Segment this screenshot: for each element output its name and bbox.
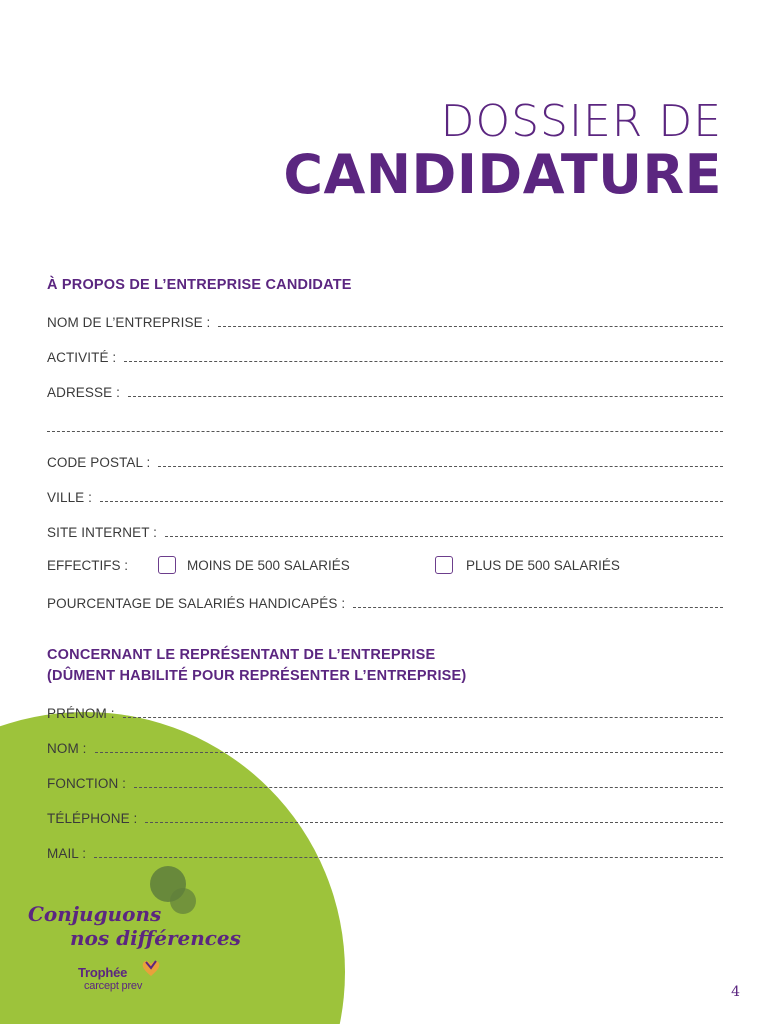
address-label: ADRESSE : <box>47 385 120 400</box>
address-line-2[interactable] <box>47 431 723 432</box>
activity-label: ACTIVITÉ : <box>47 350 117 365</box>
phone-line[interactable] <box>145 822 723 823</box>
staff-field <box>47 556 727 576</box>
page-title <box>283 98 722 204</box>
postal-code-field[interactable] <box>47 450 723 470</box>
first-name-line[interactable] <box>123 717 723 718</box>
activity-line[interactable] <box>124 361 723 362</box>
website-field[interactable] <box>47 520 723 540</box>
slogan-line-2: nos différences <box>70 926 241 950</box>
last-name-label: NOM : <box>47 741 87 756</box>
email-line[interactable] <box>94 857 723 858</box>
slogan <box>28 902 288 950</box>
phone-label: TÉLÉPHONE : <box>47 811 138 826</box>
city-line[interactable] <box>100 501 723 502</box>
last-name-field[interactable] <box>47 736 723 756</box>
company-name-field[interactable] <box>47 310 723 330</box>
last-name-line[interactable] <box>95 752 724 753</box>
first-name-field[interactable] <box>47 701 723 721</box>
staff-over-500-label: PLUS DE 500 SALARIÉS <box>466 558 620 573</box>
company-name-line[interactable] <box>218 326 723 327</box>
page-number: 4 <box>731 984 740 1000</box>
disabled-percentage-field[interactable] <box>47 591 723 611</box>
role-label: FONCTION : <box>47 776 126 791</box>
section-heading-representative-line-1: CONCERNANT LE REPRÉSENTANT DE L’ENTREPRISE <box>47 647 436 663</box>
staff-under-500-checkbox[interactable] <box>158 556 176 574</box>
activity-field[interactable] <box>47 345 723 365</box>
staff-under-500-label: MOINS DE 500 SALARIÉS <box>187 558 350 573</box>
email-field[interactable] <box>47 841 723 861</box>
staff-over-500-checkbox[interactable] <box>435 556 453 574</box>
phone-field[interactable] <box>47 806 723 826</box>
section-heading-company: À PROPOS DE L’ENTREPRISE CANDIDATE <box>47 277 352 293</box>
trophy-sponsor: carcept prev <box>84 980 143 992</box>
address-line[interactable] <box>128 396 723 397</box>
slogan-line-1: Conjuguons <box>28 902 162 926</box>
title-line-2: CANDIDATURE <box>283 143 722 206</box>
address-field[interactable] <box>47 380 723 400</box>
heart-icon <box>140 958 162 978</box>
postal-code-label: CODE POSTAL : <box>47 455 151 470</box>
city-field[interactable] <box>47 485 723 505</box>
trophy-logo <box>78 964 218 992</box>
website-line[interactable] <box>165 536 723 537</box>
address-field-extra[interactable] <box>47 415 723 435</box>
staff-label: EFFECTIFS : <box>47 558 128 573</box>
trophy-name: Trophée <box>78 965 128 980</box>
postal-code-line[interactable] <box>158 466 723 467</box>
first-name-label: PRÉNOM : <box>47 706 115 721</box>
section-heading-representative <box>47 645 466 687</box>
disabled-percentage-label: POURCENTAGE DE SALARIÉS HANDICAPÉS : <box>47 596 346 611</box>
role-field[interactable] <box>47 771 723 791</box>
email-label: MAIL : <box>47 846 87 861</box>
role-line[interactable] <box>134 787 723 788</box>
disabled-percentage-line[interactable] <box>353 607 723 608</box>
title-line-1: DOSSIER DE <box>440 96 722 147</box>
section-heading-representative-line-2: (DÛMENT HABILITÉ POUR REPRÉSENTER L’ENTREPRISE) <box>47 668 467 684</box>
city-label: VILLE : <box>47 490 92 505</box>
company-name-label: NOM DE L’ENTREPRISE : <box>47 315 211 330</box>
website-label: SITE INTERNET : <box>47 525 158 540</box>
